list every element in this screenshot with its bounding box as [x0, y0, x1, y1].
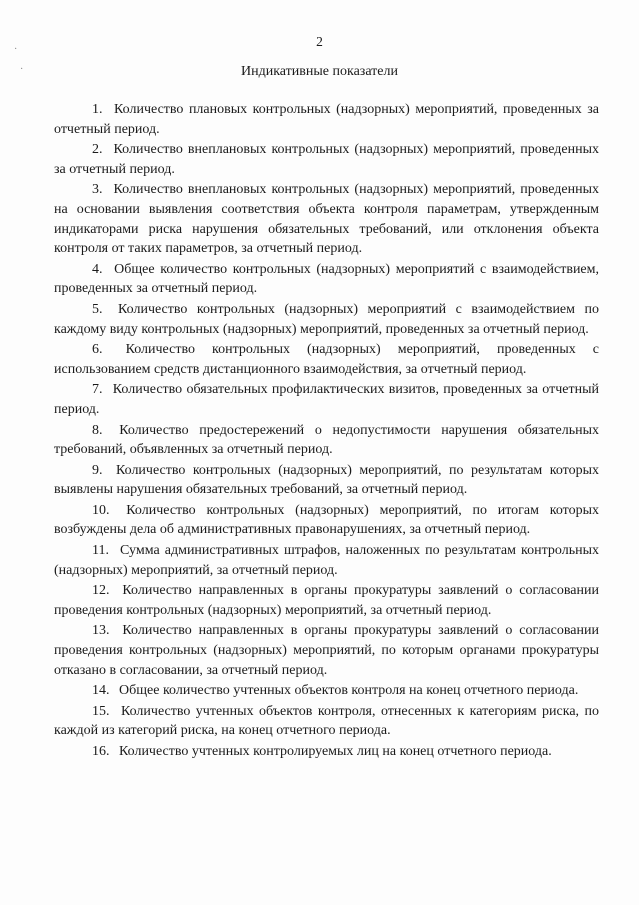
list-item	[54, 621, 599, 680]
list-item	[54, 100, 599, 139]
list-item	[54, 581, 599, 620]
list-item	[54, 541, 599, 580]
list-item	[54, 461, 599, 500]
item-number: 15.	[92, 703, 110, 719]
item-text: Количество учтенных объектов контроля, отнесенных к категориям риска, по каждой из категорий риска, на конец отчетного периода.	[54, 703, 600, 739]
page-number: 2	[316, 34, 323, 49]
list-item	[54, 702, 599, 741]
item-text: Количество контрольных (надзорных) мероприятий, проведенных с использованием средств дистанционного взаимодействия, за отчетный период.	[54, 342, 600, 377]
item-number: 7.	[92, 382, 103, 398]
item-text: Количество направленных в органы прокуратуры заявлений о согласовании проведения контрольных (надзорных) мероприятий, за отчетный период.	[54, 583, 599, 618]
item-number: 5.	[92, 301, 103, 317]
document-heading: Индикативные показатели	[241, 64, 398, 79]
item-text: Количество предостережений о недопустимости нарушения обязательных требований, объявленных за отчетный период.	[54, 422, 600, 458]
item-text: Количество направленных в органы прокуратуры заявлений о согласовании проведения контрольных (надзорных) мероприятий, по которым органами прокуратуры отказано в согласовании, за отчетный период.	[54, 623, 599, 678]
scan-speck: ·	[20, 64, 24, 75]
indicator-list	[54, 100, 599, 763]
scan-speck: ·	[14, 44, 18, 55]
item-text: Количество учтенных контролируемых лиц на конец отчетного периода.	[119, 744, 552, 759]
item-number: 14.	[92, 683, 110, 699]
item-text: Сумма административных штрафов, наложенных по результатам контрольных (надзорных) мероприятий, за отчетный период.	[54, 543, 600, 578]
item-number: 2.	[92, 142, 103, 158]
list-item	[54, 742, 599, 762]
list-item	[54, 340, 599, 379]
list-item	[54, 421, 599, 460]
list-item	[54, 300, 599, 339]
item-text: Количество контрольных (надзорных) мероприятий, по итогам которых возбуждены дела об административных правонарушениях, за отчетный период.	[54, 502, 600, 538]
item-number: 9.	[92, 462, 103, 478]
list-item	[54, 380, 599, 419]
item-text: Количество контрольных (надзорных) мероприятий с взаимодействием по каждому виду контрольных (надзорных) мероприятий, проведенных за отчетный период.	[54, 301, 600, 337]
item-number: 3.	[92, 182, 103, 198]
item-number: 8.	[92, 422, 103, 438]
list-item	[54, 681, 599, 701]
item-text: Количество обязательных профилактических визитов, проведенных за отчетный период.	[54, 382, 599, 417]
item-number: 11.	[92, 543, 109, 559]
item-number: 4.	[92, 261, 103, 277]
item-number: 6.	[92, 342, 103, 358]
item-number: 13.	[92, 623, 110, 639]
item-text: Общее количество учтенных объектов контроля на конец отчетного периода.	[119, 683, 579, 699]
item-text: Количество плановых контрольных (надзорных) мероприятий, проведенных за отчетный период.	[54, 102, 600, 137]
item-text: Количество внеплановых контрольных (надзорных) мероприятий, проведенных на основании выявления соответствия объекта контроля параметрам, утвержденным индикаторами риска нарушения обязательных требований, или отклонения объекта контроля от таких параметров, за отчетный период.	[54, 182, 599, 257]
list-item	[54, 501, 599, 540]
list-item	[54, 140, 599, 179]
item-text: Количество контрольных (надзорных) мероприятий, по результатам которых выявлены нарушения обязательных требований, за отчетный период.	[54, 462, 600, 498]
list-item	[54, 180, 599, 258]
item-number: 10.	[92, 502, 110, 518]
item-text: Общее количество контрольных (надзорных) мероприятий с взаимодействием, проведенных за отчетный период.	[54, 261, 600, 297]
item-number: 1.	[92, 102, 103, 117]
item-text: Количество внеплановых контрольных (надзорных) мероприятий, проведенных за отчетный период.	[54, 142, 599, 177]
list-item	[54, 260, 599, 299]
item-number: 12.	[92, 583, 110, 599]
item-number: 16.	[92, 744, 110, 759]
